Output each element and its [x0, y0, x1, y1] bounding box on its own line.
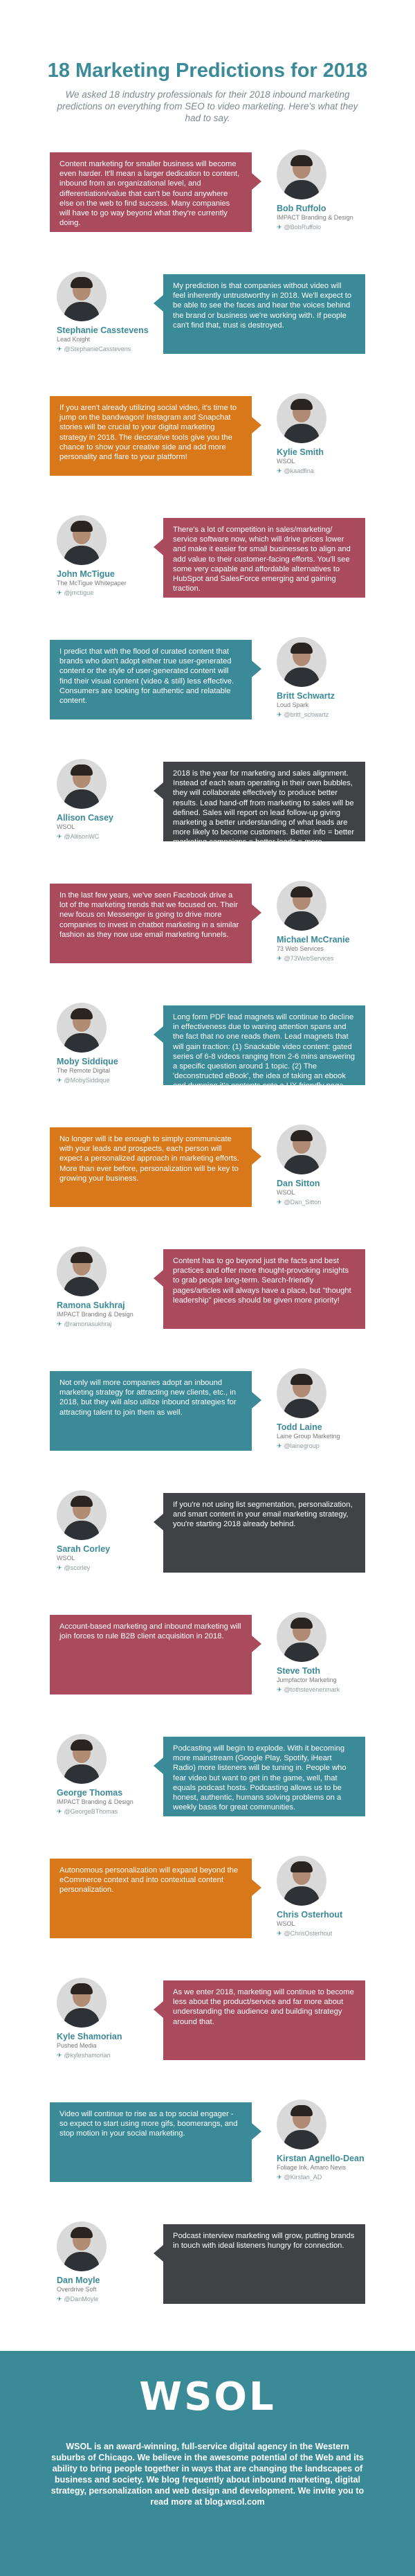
- bubble-pointer: [252, 1392, 261, 1408]
- twitter-icon: ✈: [277, 467, 282, 474]
- contributor-name: Kyle Shamorian: [57, 2032, 122, 2041]
- contributor-company: IMPACT Branding & Design: [57, 1798, 133, 1805]
- contributor-company: Pushed Media: [57, 2042, 97, 2049]
- avatar: [57, 1003, 107, 1053]
- prediction-entry: [0, 1371, 415, 1475]
- twitter-handle-link[interactable]: [57, 1076, 154, 1085]
- contributor: [57, 1978, 154, 2060]
- contributor-company: The Remote Digital: [57, 1067, 111, 1074]
- contributor-company: Jumpfactor Marketing: [277, 1676, 337, 1683]
- twitter-icon: ✈: [57, 1321, 62, 1327]
- contributor-name: Stephanie Casstevens: [57, 325, 149, 335]
- bubble-pointer: [252, 904, 261, 921]
- avatar: [277, 1125, 326, 1174]
- contributor-name: Sarah Corley: [57, 1544, 111, 1554]
- handle-text: @Dan_Sitton: [284, 1199, 322, 1206]
- contributor-company: IMPACT Branding & Design: [57, 1311, 133, 1318]
- quote-text: There's a lot of competition in sales/marketing/ service software now, which will drive prices lower and make it easier for small businesses to align and add value to their customer-facing efforts. You'll see some very capable and affordable alternatives to HubSpot and SalesForce emerging and gaining traction.: [173, 526, 351, 593]
- quote-text: As we enter 2018, marketing will continue to become less about the product/service and far more about understanding the audience and building strategy around that.: [173, 1988, 354, 2026]
- bubble-pointer: [154, 539, 163, 555]
- contributor-name: Dan Sitton: [277, 1179, 320, 1188]
- twitter-icon: ✈: [277, 711, 282, 718]
- contributor-name: Britt Schwartz: [277, 691, 335, 701]
- bubble-pointer: [252, 417, 261, 433]
- prediction-entry: [0, 2224, 415, 2328]
- prediction-entry: [0, 1127, 415, 1231]
- contributor-name: Allison Casey: [57, 813, 113, 823]
- contributor-company: Laine Group Marketing: [277, 1433, 340, 1440]
- contributor: [277, 2100, 374, 2182]
- bubble-pointer: [154, 2245, 163, 2262]
- twitter-icon: ✈: [277, 1199, 282, 1206]
- contributor-company: WSOL: [277, 458, 295, 465]
- avatar: [57, 759, 107, 809]
- avatar: [57, 1978, 107, 2028]
- prediction-entry: [0, 152, 415, 256]
- handle-text: @DanMoyle: [64, 2296, 99, 2302]
- twitter-icon: ✈: [277, 1686, 282, 1693]
- contributor: [277, 1612, 374, 1694]
- prediction-entry: [0, 1005, 415, 1109]
- avatar: [57, 271, 107, 321]
- contributor: [57, 1246, 154, 1329]
- contributor-name: Michael McCranie: [277, 935, 350, 945]
- footer: [0, 2351, 415, 2576]
- handle-text: @GeorgeBThomas: [64, 1808, 118, 1815]
- twitter-handle-link[interactable]: [277, 467, 374, 476]
- bubble-pointer: [154, 1270, 163, 1287]
- twitter-handle-link[interactable]: [277, 1442, 374, 1451]
- contributor-company: Loud Spark: [277, 701, 309, 708]
- quote-bubble: [163, 1737, 365, 1816]
- page-subtitle: We asked 18 industry professionals for their 2018 inbound marketing predictions on everything from SEO to video marketing. Here's what they had to say.: [57, 89, 358, 123]
- avatar: [57, 1734, 107, 1784]
- twitter-icon: ✈: [277, 2174, 282, 2181]
- quote-text: If you aren't already utilizing social video, it's time to jump on the bandwagon! Instagram and Snapchat stories will be crucial to your digital marketing strategy in 2018. The decorative tools give you the chance to show your creative side and add more personality and flare to your platform!: [59, 404, 237, 462]
- quote-text: If you're not using list segmentation, personalization, and smart content in your email marketing strategy, you're starting 2018 already behind.: [173, 1501, 353, 1529]
- handle-text: @tothstevenenmark: [284, 1686, 340, 1693]
- quote-bubble: [50, 1127, 252, 1207]
- twitter-icon: ✈: [277, 224, 282, 231]
- contributor-name: Todd Laine: [277, 1422, 322, 1432]
- quote-bubble: [163, 762, 365, 857]
- twitter-handle-link[interactable]: [277, 1929, 374, 1938]
- quote-bubble: [50, 1615, 252, 1694]
- twitter-handle-link[interactable]: [277, 2173, 374, 2182]
- contributor: [277, 1856, 374, 1938]
- twitter-icon: ✈: [57, 1564, 62, 1571]
- avatar: [277, 2100, 326, 2149]
- bubble-pointer: [154, 2001, 163, 2018]
- avatar: [57, 1490, 107, 1540]
- handle-text: @BobRuffolo: [284, 224, 322, 231]
- contributor: [277, 1368, 374, 1451]
- footer-text: WSOL is an award-winning, full-service digital agency in the Western suburbs of Chicago. We believe in the awesome potential of the Web and its ability to bring people together in ways that are changing the landscapes of business and society. We blog frequently about inbound marketing, digital strategy, personalization and web design and development. We invite you to read more at blog.wsol.com: [50, 2442, 365, 2507]
- quote-bubble: [50, 640, 252, 719]
- twitter-handle-link[interactable]: [277, 1685, 374, 1694]
- quote-bubble: [163, 1493, 365, 1573]
- prediction-entry: [0, 274, 415, 378]
- bubble-pointer: [154, 1757, 163, 1774]
- contributor: [277, 637, 374, 719]
- prediction-entry: [0, 640, 415, 744]
- bubble-pointer: [154, 782, 163, 799]
- contributor: [57, 2221, 154, 2304]
- quote-text: Not only will more companies adopt an inbound marketing strategy for attracting new clients, etc., in 2018, but they will also utilize inbound strategies for attracting talent to join them as well.: [59, 1379, 237, 1417]
- contributor: [277, 881, 374, 963]
- prediction-entry: [0, 1615, 415, 1719]
- contributor-name: John McTigue: [57, 569, 115, 579]
- contributor: [57, 271, 154, 354]
- handle-text: @ChrisOsterhout: [284, 1930, 333, 1937]
- quote-text: I predict that with the flood of curated content that brands who don't adopt either true user-generated content or the style of user-generated content will find their visual content (video & still) less effective. Consumers are looking for authentic and relatable content.: [59, 647, 234, 706]
- page-title: 18 Marketing Predictions for 2018: [47, 60, 368, 82]
- quote-text: Podcasting will begin to explode. With it becoming more mainstream (Google Play, Spotify, iHeart Radio) more listeners will be tuning in. People who fear video but want to get in the game, well, that equals podcast hosts. Podcasting allows us to be honest, authentic, humans solving problems on a weekly basis for great communities.: [173, 1744, 347, 1812]
- contributor-company: WSOL: [277, 1189, 295, 1196]
- prediction-entry: [0, 396, 415, 500]
- quote-text: Long form PDF lead magnets will continue to decline in effectiveness due to waning attention spans and the fact that no one reads them. Lead magnets that will gain traction: (1) Snackable video content: gated series of 6-8 videos ranging from 2-6 mins answering a specific question around 1 topic. (2) The 'deconstructed eBook', the idea of taking an ebook and dumping it's contents onto a UX friendly page.: [173, 1013, 356, 1091]
- quote-bubble: [163, 518, 365, 598]
- avatar: [57, 2221, 107, 2271]
- bubble-pointer: [252, 1636, 261, 1652]
- prediction-entry: [0, 1249, 415, 1353]
- handle-text: @ramonasukhraj: [64, 1321, 112, 1327]
- avatar: [277, 150, 326, 199]
- bubble-pointer: [154, 1514, 163, 1530]
- twitter-icon: ✈: [57, 346, 62, 352]
- contributor: [277, 150, 374, 232]
- twitter-handle-link[interactable]: [277, 223, 374, 232]
- avatar: [277, 1612, 326, 1662]
- wsol-logo[interactable]: WSOL: [139, 2374, 276, 2420]
- avatar: [277, 393, 326, 443]
- twitter-handle-link[interactable]: [277, 1198, 374, 1207]
- bubble-pointer: [252, 2123, 261, 2140]
- handle-text: @MobySiddique: [64, 1077, 110, 1084]
- twitter-icon: ✈: [57, 2052, 62, 2059]
- header: [0, 0, 415, 132]
- quote-bubble: [50, 396, 252, 476]
- twitter-handle-link[interactable]: [57, 1320, 154, 1329]
- contributor-name: Ramona Sukhraj: [57, 1300, 125, 1310]
- quote-bubble: [163, 274, 365, 354]
- twitter-handle-link[interactable]: [57, 2051, 154, 2060]
- avatar: [277, 1368, 326, 1418]
- bubble-pointer: [154, 1026, 163, 1043]
- avatar: [277, 637, 326, 687]
- contributor-name: Bob Ruffolo: [277, 204, 326, 213]
- contributor-company: Foliage Ink, Amaro Nevis: [277, 2164, 347, 2171]
- contributor-name: Kylie Smith: [277, 447, 324, 457]
- quote-text: My prediction is that companies without video will feel inherently untrustworthy in 2018. We'll expect to be able to see the faces and hear the voices behind the brand or business we're working with. If people can't find that, trust is destroyed.: [173, 282, 352, 330]
- twitter-handle-link[interactable]: [57, 2295, 154, 2304]
- contributor-company: 73 Web Services: [277, 945, 324, 952]
- quote-text: Content marketing for smaller business will become even harder. It'll mean a larger dedication to content, inbound from an organizational level, and differentiation/value that can't be found anywhere else on the web to find success. Many companies will have to go way beyond what they're currently doing.: [59, 160, 240, 228]
- contributor-company: WSOL: [57, 823, 75, 830]
- twitter-handle-link[interactable]: [57, 1807, 154, 1816]
- handle-text: @AllisonWC: [64, 833, 100, 840]
- contributor: [57, 515, 154, 598]
- quote-bubble: [50, 152, 252, 232]
- quote-text: Podcast interview marketing will grow, putting brands in touch with ideal listeners hungry for connection.: [173, 2232, 355, 2251]
- prediction-entry: [0, 1980, 415, 2084]
- avatar: [57, 515, 107, 565]
- twitter-handle-link[interactable]: [277, 710, 374, 719]
- handle-text: @lainegroup: [284, 1442, 320, 1449]
- contributor-company: Overdrive Soft: [57, 2286, 97, 2293]
- quote-text: Video will continue to rise as a top social engager - so expect to start using more gifs, boomerangs, and stop motion in your social marketing.: [59, 2110, 238, 2138]
- contributor: [277, 393, 374, 476]
- quote-bubble: [50, 1371, 252, 1451]
- handle-text: @britt_schwartz: [284, 711, 329, 718]
- contributor-name: Chris Osterhout: [277, 1910, 343, 1920]
- quote-text: 2018 is the year for marketing and sales alignment. Instead of each team operating in their own bubbles, they will collaborate effectively to produce better results. Lead hand-off from marketing to sales will be defined. Sales will report on lead follow-up giving marketing a better understanding of what leads are more likely to become customers. Better info = better marketing campaigns = better leads = more customers.: [173, 769, 355, 857]
- handle-text: @scorley: [64, 1564, 91, 1571]
- quote-bubble: [50, 884, 252, 963]
- twitter-handle-link[interactable]: [277, 954, 374, 963]
- quote-text: Autonomous personalization will expand beyond the eCommerce context and into contextual content personalization.: [59, 1866, 239, 1895]
- bubble-pointer: [252, 1148, 261, 1165]
- bubble-pointer: [252, 661, 261, 677]
- prediction-entry: [0, 1737, 415, 1841]
- contributor: [57, 1490, 154, 1573]
- handle-text: @kaadfina: [284, 467, 314, 474]
- contributor-company: The McTigue Whitepaper: [57, 580, 127, 587]
- twitter-icon: ✈: [57, 1808, 62, 1815]
- handle-text: @jmctigue: [64, 589, 94, 596]
- contributor: [277, 1125, 374, 1207]
- twitter-icon: ✈: [57, 1077, 62, 1084]
- quote-bubble: [50, 2102, 252, 2182]
- twitter-icon: ✈: [57, 589, 62, 596]
- quote-text: Content has to go beyond just the facts and best practices and offer more thought-provoking insights to grab people long-term. Search-friendly pages/articles will always have a place, but "thought leadership" pieces should be given more priority!: [173, 1257, 351, 1305]
- quote-bubble: [163, 1249, 365, 1329]
- contributor-company: IMPACT Branding & Design: [277, 214, 353, 221]
- contributor: [57, 1003, 154, 1085]
- handle-text: @StephanieCasstevens: [64, 346, 131, 352]
- bubble-pointer: [252, 1879, 261, 1896]
- twitter-handle-link[interactable]: [57, 345, 154, 354]
- quote-bubble: [163, 1005, 365, 1091]
- prediction-entry: [0, 518, 415, 622]
- bubble-pointer: [252, 173, 261, 190]
- quote-bubble: [163, 2224, 365, 2304]
- twitter-icon: ✈: [277, 955, 282, 962]
- handle-text: @kyleshamorian: [64, 2052, 111, 2059]
- handle-text: @73WebServices: [284, 955, 334, 962]
- quote-text: Account-based marketing and inbound marketing will join forces to rule B2B client acquisition in 2018.: [59, 1622, 241, 1641]
- twitter-icon: ✈: [57, 833, 62, 840]
- twitter-handle-link[interactable]: [57, 1564, 154, 1573]
- quote-text: No longer will it be enough to simply communicate with your leads and prospects, each person will expect a personalized approach in marketing efforts. More than ever before, personalization will be key to growing your business.: [59, 1135, 239, 1183]
- twitter-handle-link[interactable]: [57, 832, 154, 841]
- twitter-icon: ✈: [57, 2296, 62, 2302]
- contributor: [57, 759, 154, 841]
- quote-bubble: [163, 1980, 365, 2060]
- twitter-icon: ✈: [277, 1930, 282, 1937]
- twitter-handle-link[interactable]: [57, 589, 154, 598]
- contributor-company: Lead Knight: [57, 336, 91, 343]
- prediction-entry: [0, 1493, 415, 1597]
- avatar: [277, 1856, 326, 1906]
- bubble-pointer: [154, 295, 163, 312]
- avatar: [57, 1246, 107, 1296]
- contributor-name: Dan Moyle: [57, 2275, 100, 2285]
- prediction-entry: [0, 2102, 415, 2206]
- contributor-name: Steve Toth: [277, 1666, 320, 1676]
- contributor-name: Kirstan Agnello-Dean: [277, 2154, 365, 2163]
- contributor: [57, 1734, 154, 1816]
- prediction-entry: [0, 762, 415, 866]
- twitter-icon: ✈: [277, 1442, 282, 1449]
- quote-text: In the last few years, we've seen Facebook drive a lot of the marketing trends that we focused on. Their new focus on Messenger is going to drive more companies to invest in chatbot marketing in a similar fashion as they now use email marketing funnels.: [59, 891, 239, 939]
- quote-bubble: [50, 1859, 252, 1938]
- contributor-name: George Thomas: [57, 1788, 123, 1798]
- prediction-entry: [0, 1859, 415, 1962]
- avatar: [277, 881, 326, 931]
- contributor-company: WSOL: [277, 1920, 295, 1927]
- contributor-name: Moby Siddique: [57, 1057, 118, 1066]
- handle-text: @Kirstan_AD: [284, 2174, 322, 2181]
- contributor-company: WSOL: [57, 1555, 75, 1562]
- prediction-entry: [0, 884, 415, 987]
